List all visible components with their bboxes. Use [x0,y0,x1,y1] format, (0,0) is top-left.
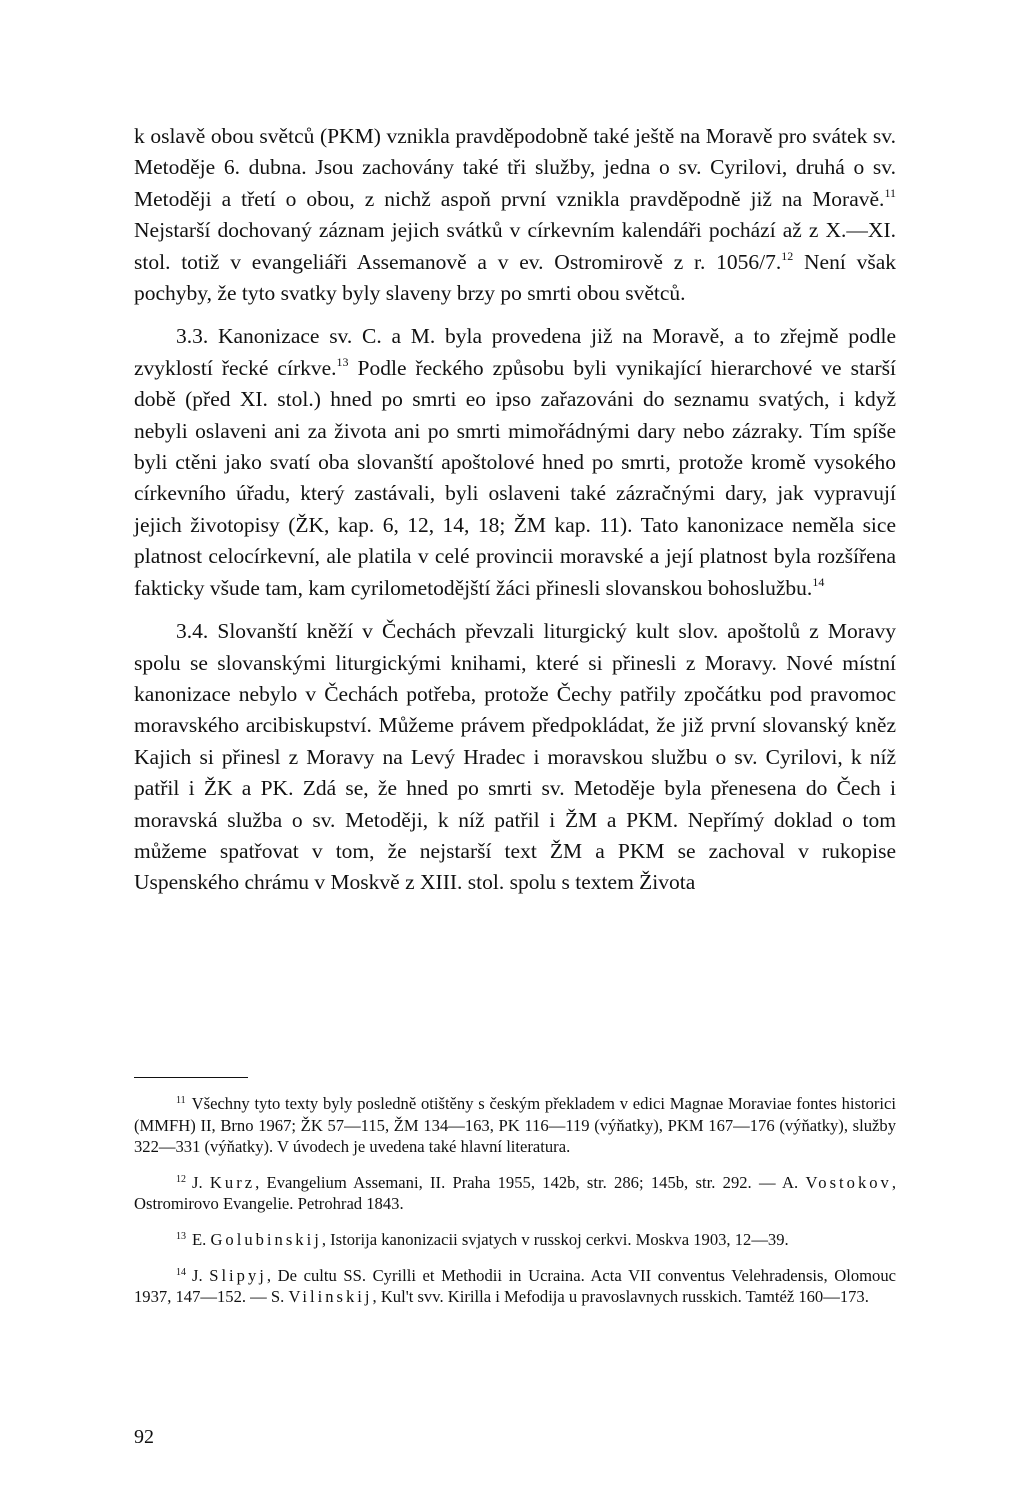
main-text [134,121,896,899]
footnote-text: J. [192,1265,210,1285]
footnote-ref-12[interactable]: 12 [781,248,794,263]
footnote-text: J. [192,1172,210,1192]
footnote-11 [134,1093,896,1158]
footnote-ref-13[interactable]: 13 [336,354,349,369]
author-name: Slipyj [209,1265,267,1285]
footnote-number: 11 [176,1095,186,1106]
text-run: Nejstarší dochovaný záznam jejich svátků v církevním kalendáři pochází až z X.—XI. stol. totiž v evangeliáři Assemanově a v ev. Ostromirově z r. 1056/7. [134,218,896,274]
footnote-number: 12 [176,1173,186,1185]
footnote-text: , De cultu SS. Cyrilli et Methodii in Ucraina. Acta VII conventus Velehradensis, Olomouc 1937, 147—152. — S. [134,1265,896,1307]
author-name: Kurz [209,1172,256,1192]
footnote-text: Všechny tyto texty byly posledně otištěny s českým překladem v edici Magnae Moraviae fontes historici (MMFH) II, Brno 1967; ŽK 57—115, ŽM 134—163, PK 116—119 (výňatky), PKM 167—176 (výňatky), služby 322—331 (výňatky). V úvodech je uvedena také hlavní literatura. [134,1094,896,1157]
footnote-number: 14 [176,1266,186,1278]
author-name: Golubinskij [210,1229,322,1249]
footnote-number: 13 [176,1230,186,1242]
footnote-12 [134,1172,896,1215]
footnote-text: , Evangelium Assemani, II. Praha 1955, 142b, str. 286; 145b, str. 292. — A. [255,1172,806,1192]
footnote-text: E. [192,1229,211,1249]
text-run: Není však pochyby, že tyto svatky byly slaveny brzy po smrti obou světců. [134,249,897,306]
footnote-text: , Kul't svv. Kirilla i Mefodija u pravoslavnych russkich. Tamtéž 160—173. [372,1287,869,1307]
text-run: 3.3. Kanonizace sv. C. a M. byla provedena již na Moravě, a to zřejmě podle zvyklostí řecké církve. [134,324,896,380]
paragraph-1 [134,121,896,309]
text-run: 3.4. Slovanští kněží v Čechách převzali liturgický kult slov. apoštolů z Moravy spolu se slovanskými liturgickými knihami, které si přinesli z Moravy. Nové místní kanonizace nebylo v Čechách potřeba, protože Čechy patřily zpočátku pod pravomoc moravského arcibiskupství. Můžeme právem předpokládat, že již první slovanský kněz Kajich si přinesl z Moravy na Levý Hradec i moravskou službu o sv. Cyrilovi, k níž patřil i ŽK a PK. Zdá se, že hned po smrti sv. Metoděje byla přenesena do Čech i moravská služba o sv. Metoději, k níž patřil i ŽM a PKM. Nepřímý doklad o tom můžeme spatřovat v tom, že nejstarší text ŽM a PKM se zachoval v rukopise Uspenského chrámu v Moskvě z XIII. stol. spolu s textem Života [134,619,896,895]
footnote-ref-11[interactable]: 11 [884,185,896,200]
footnote-separator [134,1077,248,1078]
paragraph-2-section-3-3 [134,321,896,604]
author-name: Vilinskij [288,1287,373,1307]
text-run: k oslavě obou světců (PKM) vznikla pravděpodobně také ještě na Moravě pro svátek sv. Metoděje 6. dubna. Jsou zachovány také tři služby, jedna o sv. Cyrilovi, druhá o sv. Metoději a třetí o obou, z nichž aspoň první vznikla pravděpodně již na Moravě. [134,124,896,211]
footnote-14 [134,1265,896,1308]
page-number: 92 [134,1426,154,1448]
text-run: Podle řeckého způsobu byli vynikající hierarchové ve starší době (před XI. stol.) hned po smrti eo ipso zařazováni do seznamu svatých, i když nebyli oslaveni ani za života ani po smrti mimořádnými dary nebo zázraky. Tím spíše byli ctěni jako svatí oba slovanští apoštolové hned po smrti, protože kromě vysokého církevního úřadu, který zastávali, byli oslaveni také zázračnými dary, jak vypravují jejich životopisy (ŽK, kap. 6, 12, 14, 18; ŽM kap. 11). Tato kanonizace neměla sice platnost celocírkevní, ale platila v celé provincii moravské a její platnost byla rozšířena fakticky všude tam, kam cyrilometodějští žáci přinesli slovanskou bohoslužbu. [134,355,896,600]
paragraph-3-section-3-4 [134,616,896,899]
footnotes [134,1093,896,1322]
footnote-text: , Istorija kanonizacii svjatych v russkoj cerkvi. Moskva 1903, 12—39. [321,1229,789,1249]
footnote-text: , Ostromirovo Evangelie. Petrohrad 1843. [134,1172,896,1214]
footnote-13 [134,1229,896,1251]
footnote-ref-14[interactable]: 14 [812,574,825,589]
author-name: Vostokov [805,1172,892,1192]
